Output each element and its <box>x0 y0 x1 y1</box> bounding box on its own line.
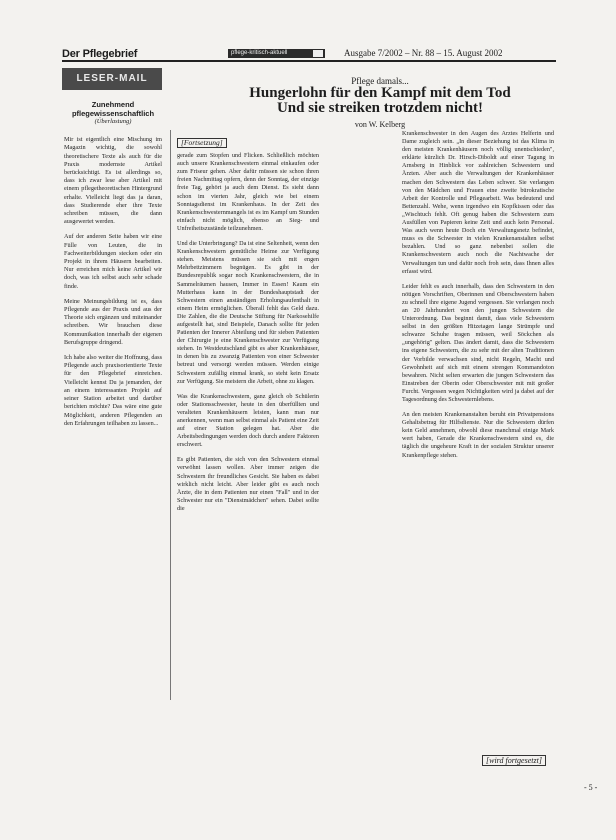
letter-subheading: (Überlastung) <box>94 118 132 125</box>
leser-mail-box: LESER-MAIL <box>62 68 162 90</box>
continuation-tag: [Fortsetzung] <box>177 138 227 148</box>
article-paragraph: Krankenschwester in den Augen des Arztes Helferin und Dame zugleich sein. „In dieser Beziehung ist das Klima in den meisten Krankenhäusern noch völlig unentschieden", erklärte kürzlich Dr. Hirsch-Diboldt auf einer Tagung in Arnsberg in Hinblick vor zahlreichen Schwestern und Ärzten. Aber auch die Verwaltungen der Krankenhäuser machen den Schwestern das Leben schwer. Sie verlangen von den Mädchen und Frauen eine zweite bürokratische Arbeit der Kontrolle und Pflegearbeit. Was bedeutend und Bettenzahl. Wehe, wenn irgendwo ein Kopfkissen oder das „Wischtuch fehlt. Oft genug haben die Schwestern zum Ausfüllen von Papieren keine Zeit und auch kein Personal. Was auch wenn heute Doch ein Verwaltungsnetz befindet, muss es die Schwester in vielen Krankenanstalten selbst bezahlen. Und so ganz nebenbei sollen die Krankenschwestern auch noch die Nachtwache der Verwaltungen tun und dafür noch froh sein, dass Ihnen alles erfasst wird. <box>402 130 554 275</box>
publication-brand: Der Pflegebrief <box>62 48 138 60</box>
issue-info: Ausgabe 7/2002 – Nr. 88 – 15. August 2002 <box>344 48 503 58</box>
article-byline: von W. Kelberg <box>354 120 406 129</box>
header-divider <box>62 60 556 62</box>
article-column-1 <box>177 138 319 760</box>
letter-paragraph: Mir ist eigentlich eine Mischung im Magazin wichtig, die sowohl theoretischere Texte als auch für die Praxis modernste Artikel berücksichtigt. Es ist allerdings so, dass ich zwar lese aber Artikel mit einem pflegetheoretischen Hintergrund erhalte. Vielleicht liegt das ja daran, dass Studierende eher ihre Texte schreiben müssen, die dann ausgewertet werden. <box>64 136 162 226</box>
to-be-continued-tag: [wird fortgesetzt] <box>482 755 546 766</box>
column-divider <box>170 130 171 700</box>
headline-line-2: Und sie streiken trotzdem nicht! <box>276 100 484 116</box>
article-kicker: Pflege damals... <box>351 76 409 86</box>
article-paragraph: Leider fehlt es auch innerhalb, dass den Schwestern in den nötigen Vorschriften, Oberinnen und Oberschwestern haben zu schnell ihre eigene Jugend vergessen. Sie verlangen noch an 20 Jahrhundert von den jungen Schwestern die Unterordnung. Das beginnt damit, dass viele Schwestern selbst in den größten Hitzetagen lange Strümpfe und schwarze Schuhe tragen müssen, weil Söckchen als „ungehörig" gelten. Das ändert damit, dass die Schwestern ins eigene Schwestern, die zu sehr mit der alten Traditionen der Vorbilde verwachsen sind, nicht Regeln, Macht und Gewohnheit auf sich mit einem strengen Kommandoton bewahren. Nicht selten erwarten die jungen Schwestern das Einstreben der Oberin oder Oberschwester mit mit großer Furcht. Vergessen wegen Nichtigkeiten wird ja dabei auf der Tagesordnung des Schwesternlebens. <box>402 282 554 403</box>
article-paragraph: gerade zum Stopfen und Flicken. Schließlich möchten auch unsere Krankenschwestern einmal einkaufen oder zum Friseur gehen. Aber dafür müssen sie schon ihren freien Nachmittag opfern, denn der Sonntag, der einzige freie Tag, gehört ja auch dem Dienst. Es sieht dann schon im vierten Jahr, gleich wie bei einem Sonntagsdienst im Krankenhaus. In der Zeit des Krankenschwesternmangels ist es im Kampf um Stunden einfach nicht möglich, ebenso an Sieg- und Unfreiheitszustände teilzunehmen. <box>177 152 319 232</box>
page-number: - 5 - <box>584 783 598 792</box>
header-tagline: pflege-kritisch-aktuell <box>231 50 288 56</box>
article-paragraph: An den meisten Krankenanstalten beruht ein Privatpensions Gehaltsbetrag für Hilfsdienste. Nur die Schwestern dürfen kein Geld annehmen, obwohl diese manchmal einige Mark wert haben, Gerade die Krankenschwestern sind es, die täglich die ungeheure Kraft in der sozialen Struktur unserer Krankenpflege stehen. <box>402 411 554 459</box>
article-paragraph: Was die Krankenschwestern, ganz gleich ob Schülerin oder Stationsschwester, heute in den überfüllten und veralteten Krankenhäusern leisten, kann man nur anerkennen, wenn man selbst einmal als Patient eine Zeit auf einer Station gelegen hat. Aber die Arbeitsbedingungen werden doch durch andere Faktoren erschwert. <box>177 392 319 449</box>
article-column-2 <box>402 130 554 730</box>
header-tagline-box <box>228 49 325 58</box>
article-paragraph: Und die Unterbringung? Da ist eine Seltenheit, wenn den Krankenschwestern gemütliche Heime zur Verfügung stehen. Meistens müssen sie sich mit engen Mehrbettzimmern begnügen. Es gibt in der Bundesrepublik sogar noch Krankenschwestern, die in Sammelräumen hausen, Immer in Essen! Kaum ein Mutterhaus kann in der Bundeshauptstadt der Schwestern einen anständigen Erholungsaufenthalt in einem Heim ermöglichen. Überall fehlt das Geld dazu. Die Zahlen, die die Deutsche Stiftung für Narkosehilfe aufgestellt hat, sind Beispiele, Danach sollte für jeden Patienten der Innerer Abteilung und für sieben Patienten der Chirurgie je eine Krankenschwester zur Verfügung stehen. In Westdeutschland gibt es aber Krankenhäuser, in denen bis zu zwanzig Patienten von einer Schwester betreut und versorgt werden müssen. Werden einige Schwestern zufällig einmal krank, so steht kein Ersatz zur Verfügung. Sie meistern die Arbeit, ohne zu klagen. <box>177 240 319 385</box>
letter-column <box>64 100 162 435</box>
headline-line-1: Hungerlohn für den Kampf mit dem Tod <box>249 85 511 101</box>
letter-paragraph: Auf der anderen Seite haben wir eine Fülle von Leuten, die in Fachweiterbildungen stecken oder ein Projekt in ihrem Häusern bearbeiten. Nur erreichen mich keine Artikel wir doch, was ich selbst auch sehr schade finde. <box>64 233 162 290</box>
article-paragraph: Es gibt Patienten, die sich von den Schwestern einmal verwöhnt lassen wollen. Aber immer zeigen die Schwestern ihr freundliches Gesicht. Sie haben es dabei wirklich nicht leicht. Aber leider gibt es auch noch Ärzte, die in dem Patienten nur einen "Fall" und in der Schwester nur ein "Dienstmädchen" sehen. Dabei sollte die <box>177 456 319 512</box>
publisher-logo-icon <box>313 50 323 57</box>
letter-paragraph: Meine Meinungsbildung ist es, dass Pflegende aus der Praxis und aus der Theorie sich ergänzen und miteinander schreiben. Wir brauchen diese Kommunikation innerhalb der eigenen Berufsgruppe dringend. <box>64 297 162 346</box>
letter-paragraph: Ich habe also weiter die Hoffnung, dass Pflegende auch praxisorientierte Texte für den Pflegebrief einreichen. Vielleicht kennst Du ja jemanden, der an einem interessanten Projekt auf seiner Station arbeitet und darüber berichten möchte? Das wäre eine gute Möglichkeit, anderen Pflegenden an den Erfahrungen teilhaben zu lassen... <box>64 354 162 427</box>
article-headline <box>200 86 560 116</box>
letter-heading: Zunehmend pflegewissenschaftlich <box>71 100 155 118</box>
